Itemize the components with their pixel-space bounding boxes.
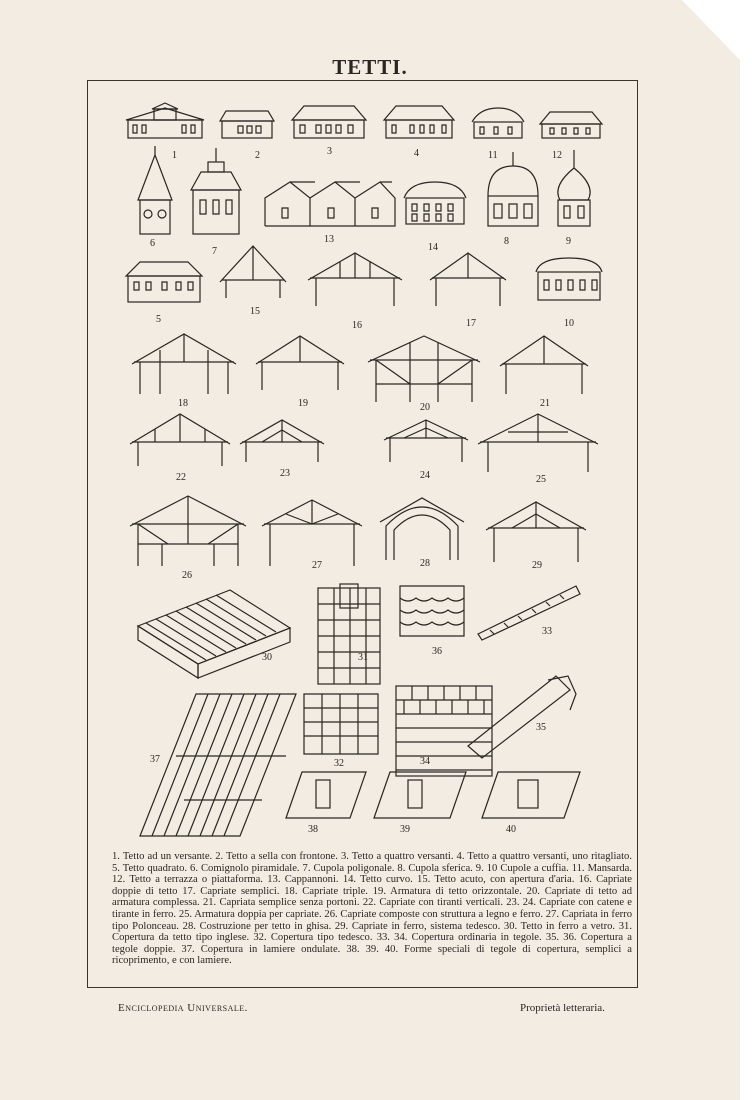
figure-cuffia-dome-10 — [536, 258, 602, 300]
fig-label-22: 22 — [176, 472, 186, 483]
fig-label-25: 25 — [536, 474, 546, 485]
figure-special-tile-38 — [286, 772, 366, 818]
footer-copyright: Proprietà letteraria. — [520, 1002, 605, 1014]
fig-label-21: 21 — [540, 398, 550, 409]
figure-truss-23 — [240, 420, 324, 462]
fig-label-35: 35 — [536, 722, 546, 733]
fig-label-6: 6 — [150, 238, 155, 249]
fig-label-37: 37 — [150, 754, 160, 765]
fig-label-28: 28 — [420, 558, 430, 569]
figure-ordinary-tiles-34 — [396, 686, 492, 776]
figure-square-roof-5 — [126, 262, 202, 302]
fig-label-24: 24 — [420, 470, 430, 481]
figure-truss-24 — [384, 420, 468, 462]
fig-label-4: 4 — [414, 148, 419, 159]
figure-building-2 — [220, 111, 274, 138]
figure-numbers — [150, 146, 574, 835]
figure-building-1 — [126, 103, 204, 138]
figure-glass-roof-30 — [138, 590, 290, 678]
fig-label-10: 10 — [564, 318, 574, 329]
fig-label-39: 39 — [400, 824, 410, 835]
fig-label-14: 14 — [428, 242, 438, 253]
figure-truss-29 — [486, 502, 586, 562]
figure-tile-33 — [478, 586, 580, 640]
fig-label-40: 40 — [506, 824, 516, 835]
page-title: TETTI. — [332, 55, 408, 79]
figure-truss-22 — [130, 414, 230, 466]
figure-polygonal-dome-7 — [191, 148, 241, 234]
figure-cast-iron-arch-28 — [380, 498, 464, 560]
fig-label-19: 19 — [298, 398, 308, 409]
figure-truss-16 — [308, 253, 402, 306]
fig-label-7: 7 — [212, 246, 217, 257]
fig-label-3: 3 — [327, 146, 332, 157]
figure-curved-roof-14 — [404, 182, 466, 224]
figure-truss-19 — [256, 336, 344, 390]
figure-truss-15 — [220, 246, 286, 298]
figure-spire-6 — [138, 146, 172, 234]
fig-label-2: 2 — [255, 150, 260, 161]
figure-double-tiles-36 — [400, 586, 464, 636]
fig-label-17: 17 — [466, 318, 476, 329]
figure-building-4 — [384, 106, 454, 138]
figure-truss-17 — [430, 253, 506, 306]
figure-sheds-13 — [265, 182, 395, 226]
fig-label-5: 5 — [156, 314, 161, 325]
footer-publisher: Enciclopedia Universale. — [118, 1002, 248, 1014]
figure-special-tile-40 — [482, 772, 580, 818]
fig-label-16: 16 — [352, 320, 362, 331]
figure-german-roofing-32 — [304, 694, 378, 754]
fig-label-23: 23 — [280, 468, 290, 479]
figure-truss-18 — [132, 334, 236, 394]
fig-label-29: 29 — [532, 560, 542, 571]
fig-label-31: 31 — [358, 652, 368, 663]
fig-label-8: 8 — [504, 236, 509, 247]
fig-label-11: 11 — [488, 150, 498, 161]
fig-label-13: 13 — [324, 234, 334, 245]
plate-caption: 1. Tetto ad un versante. 2. Tetto a sella con frontone. 3. Tetto a quattro versanti. 4. Tetto a quattro versanti, uno ritagliato. 5. Tetto quadrato. 6. Comignolo piramidale. 7. Cupola poligonale. 8. Cupola sferica. 9. 10 Cupole a cuffia. 11. Mansarda. 12. Tetto a terrazza o piattaforma. 13. Cappannoni. 14. Tetto curvo. 15. Tetto acuto, con apertura d'aria. 16. Capriate doppie di tetto 17. Capriate semplici. 18. Capriate triple. 19. Armatura di tetto orizzontale. 20. Capriate di tetto ad armatura complessa. 21. Capriata semplice senza portoni. 22. Capriate con tiranti verticali. 23. 24. Capriate con catene e tirante in ferro. 25. Armatura doppia per capriate. 26. Capriate composte con struttura a legno e ferro. 27. Capriata in ferro tipo Polonceau. 28. Costruzione per tetto in ghisa. 29. Capriate in ferro, sistema tedesco. 30. Tetto in ferro a vetro. 31. Copertura da tetto tipo inglese. 32. Copertura tipo tedesco. 33. 34. Copertura ordinaria in tegole. 35. 36. Copertura a tegole doppie. 37. Copertura in lamiere ondulate. 38. 39. 40. Forme speciali di tegole di copertura, semplici a ricoprimento, e con lamiere. — [112, 851, 632, 967]
figure-building-3 — [292, 106, 366, 138]
figure-building-12 — [540, 112, 602, 138]
fig-label-27: 27 — [312, 560, 322, 571]
figure-onion-dome-9 — [558, 150, 590, 226]
fig-label-9: 9 — [566, 236, 571, 247]
fig-label-1: 1 — [172, 150, 177, 161]
fig-label-30: 30 — [262, 652, 272, 663]
figure-special-tile-39 — [374, 772, 466, 818]
figure-truss-27 — [262, 500, 362, 566]
figure-building-11 — [472, 108, 524, 138]
figure-corrugated-sheets-37 — [140, 694, 296, 836]
fig-label-12: 12 — [552, 150, 562, 161]
fig-label-32: 32 — [334, 758, 344, 769]
fig-label-15: 15 — [250, 306, 260, 317]
figure-truss-21 — [500, 336, 588, 394]
figure-spherical-dome-8 — [488, 152, 538, 226]
figure-english-roofing-31 — [318, 584, 380, 684]
fig-label-36: 36 — [432, 646, 442, 657]
figure-truss-26 — [130, 496, 246, 566]
fig-label-34: 34 — [420, 756, 430, 767]
fig-label-38: 38 — [308, 824, 318, 835]
figure-truss-25 — [478, 414, 598, 472]
fig-label-18: 18 — [178, 398, 188, 409]
fig-label-33: 33 — [542, 626, 552, 637]
fig-label-20: 20 — [420, 402, 430, 413]
figure-double-tiles-35 — [468, 676, 576, 758]
fig-label-26: 26 — [182, 570, 192, 581]
figure-truss-20 — [368, 336, 480, 402]
